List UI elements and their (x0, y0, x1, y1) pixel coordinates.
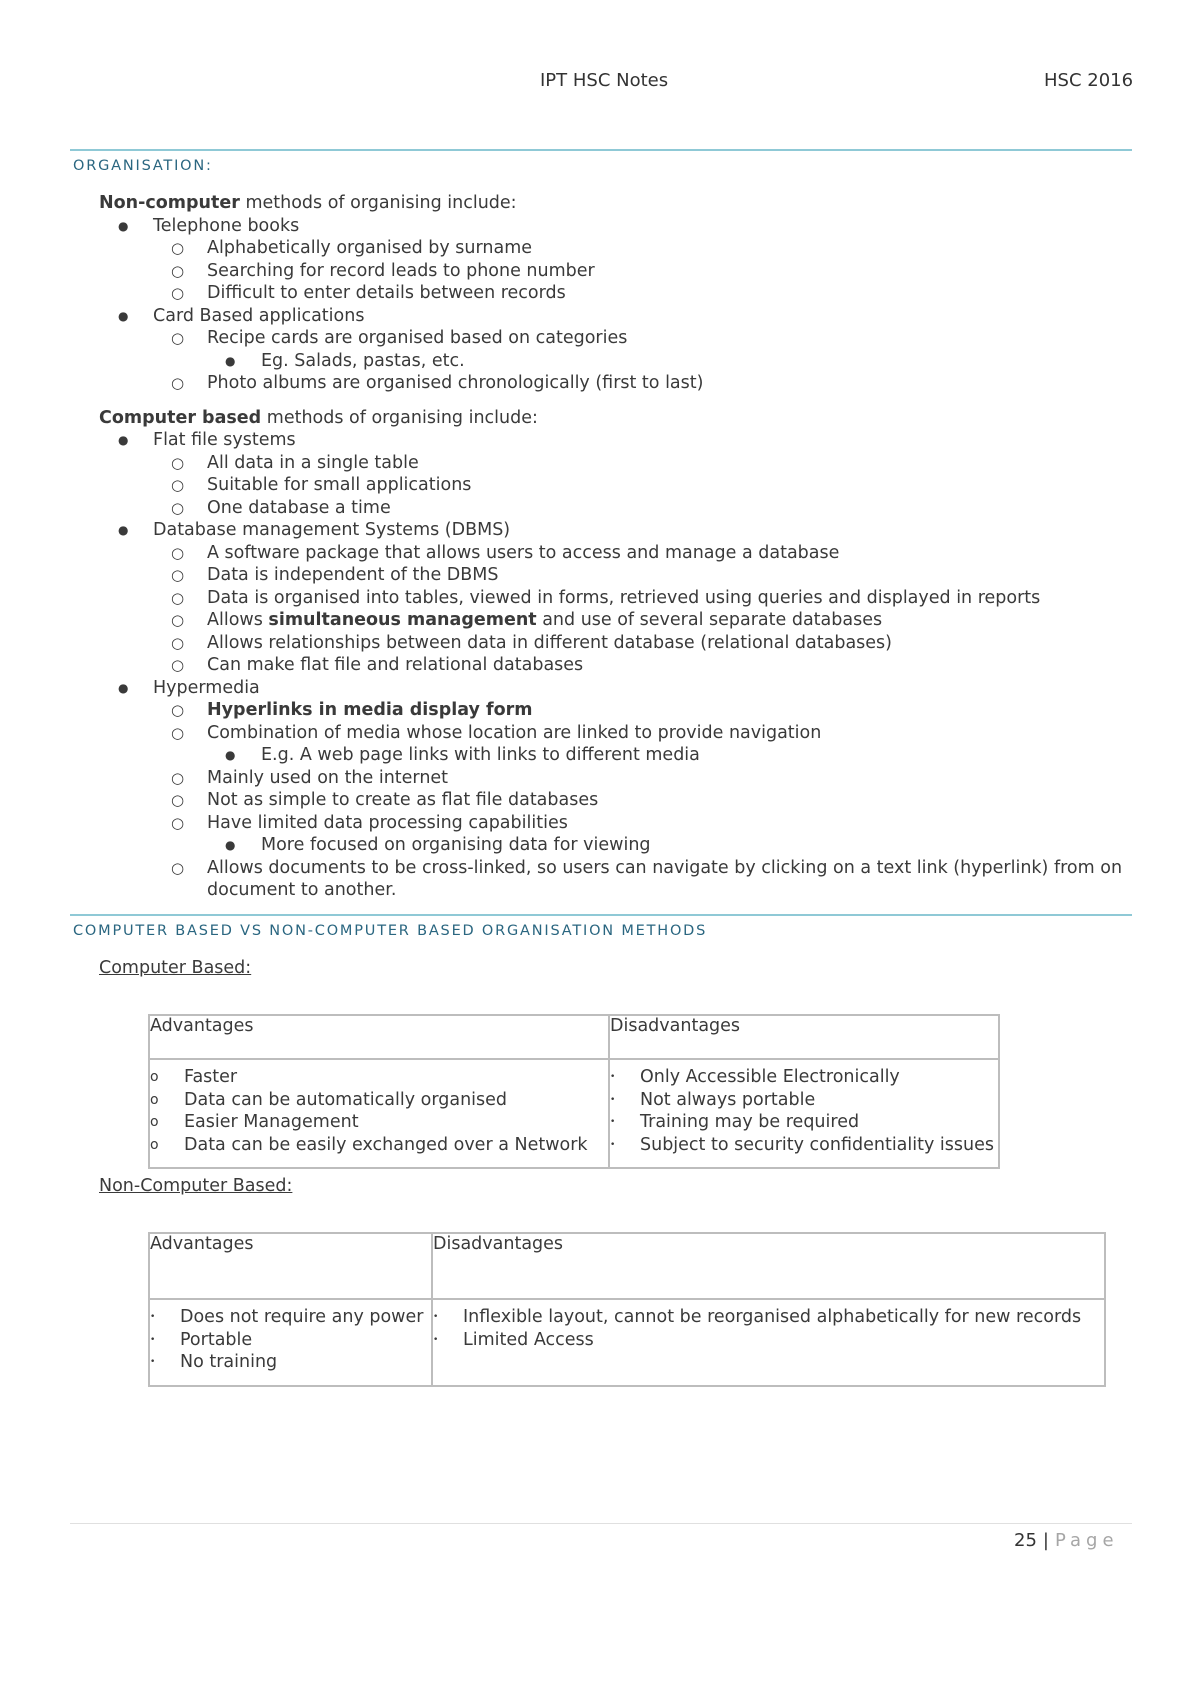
page-number: 25 (1014, 1530, 1037, 1551)
header-title: IPT HSC Notes (540, 70, 669, 91)
list-item: ○ Have limited data processing capabilities (171, 812, 568, 833)
section-divider (70, 149, 1132, 151)
list-item: o Faster (150, 1067, 238, 1087)
circle-bullet-icon: ○ (171, 284, 185, 302)
circle-bullet-icon: ○ (171, 656, 185, 674)
circle-bullet-icon: ○ (171, 858, 185, 877)
bullet-icon: • (610, 1072, 616, 1082)
non-computer-based-caption: Non-Computer Based: (99, 1176, 293, 1196)
list-item: o Data can be easily exchanged over a Network (150, 1134, 588, 1155)
circle-bullet-icon: ○ (171, 768, 185, 787)
circle-bullet-icon: ○ (171, 239, 185, 257)
circle-bullet-icon: ○ (171, 633, 185, 652)
circle-bullet-icon: o (150, 1069, 159, 1085)
list-item: ○ Not as simple to create as flat file databases (171, 790, 599, 810)
footer-separator: | (1042, 1530, 1049, 1551)
list-item: ○ Suitable for small applications (171, 475, 472, 495)
computer-rest: methods of organising include: (261, 407, 538, 428)
computer-based-caption: Computer Based: (99, 958, 252, 978)
circle-bullet-icon: ○ (171, 701, 185, 719)
bullet-icon: • (150, 1334, 156, 1345)
list-item: ● Card Based applications (118, 305, 365, 326)
circle-bullet-icon: ○ (171, 723, 185, 742)
non-computer-rest: methods of organising include: (239, 193, 517, 213)
list-item: ○ Allows simultaneous management and use of several separate databases (171, 610, 883, 630)
non-computer-list (99, 215, 1139, 395)
list-item: ● Flat file systems (118, 430, 296, 450)
header-year: HSC 2016 (1044, 70, 1134, 91)
circle-bullet-icon: ○ (171, 476, 185, 494)
bullet-icon: ● (118, 523, 129, 537)
bullet-icon: • (433, 1334, 439, 1345)
list-item: ○ Mainly used on the internet (171, 767, 449, 788)
list-item: o Data can be automatically organised (150, 1089, 508, 1110)
circle-bullet-icon: ○ (171, 588, 185, 607)
circle-bullet-icon: ○ (171, 566, 185, 584)
list-item: ○ Can make flat file and relational databases (171, 655, 584, 675)
circle-bullet-icon: ○ (171, 261, 185, 280)
circle-bullet-icon: ○ (171, 374, 185, 392)
list-item: • Training may be required (610, 1112, 860, 1132)
list-item: ● Database management Systems (DBMS) (118, 520, 511, 540)
circle-bullet-icon: ○ (171, 453, 185, 472)
list-item: ○ Recipe cards are organised based on categories (171, 328, 628, 348)
disadvantages-header: Disadvantages (432, 1233, 1105, 1299)
section-divider (70, 914, 1132, 916)
list-item: ● Hypermedia (118, 677, 260, 698)
bullet-icon: ● (225, 353, 236, 368)
page-footer (1014, 1530, 1119, 1551)
bullet-icon: • (610, 1117, 616, 1127)
disadvantages-cell (432, 1299, 1105, 1386)
circle-bullet-icon: ○ (171, 329, 185, 347)
circle-bullet-icon: o (150, 1091, 159, 1108)
list-item: • Inflexible layout, cannot be reorganised alphabetically for new records (433, 1307, 1082, 1327)
list-item: • Limited Access (433, 1329, 594, 1350)
footer-divider (70, 1523, 1132, 1524)
list-item: • Does not require any power (150, 1307, 424, 1327)
computer-intro (99, 407, 1139, 430)
list-item: ○ Difficult to enter details between records (171, 283, 566, 303)
bullet-icon: ● (225, 838, 236, 852)
non-computer-based-table (148, 1232, 1106, 1387)
circle-bullet-icon: ○ (171, 498, 185, 517)
advantages-header: Advantages (149, 1015, 609, 1059)
table-header-row (149, 1233, 1105, 1299)
bullet-icon: ● (118, 433, 129, 447)
table-row (149, 1299, 1105, 1386)
table-header-row (149, 1015, 999, 1059)
advantages-cell (149, 1299, 432, 1386)
section-heading-organisation: ORGANISATION: (73, 158, 213, 174)
section-heading-comparison: COMPUTER BASED VS NON-COMPUTER BASED ORGANISATION METHODS (73, 923, 708, 939)
bullet-icon: • (150, 1312, 156, 1322)
list-item: ● Telephone books (118, 215, 300, 236)
list-item: ● More focused on organising data for viewing (225, 835, 651, 855)
circle-bullet-icon: ○ (171, 813, 185, 832)
bullet-icon: ● (118, 218, 129, 233)
circle-bullet-icon: o (150, 1136, 159, 1153)
list-item: ○ Data is independent of the DBMS (171, 565, 499, 585)
list-item: ○ One database a time (171, 497, 391, 518)
list-item: ○ Photo albums are organised chronologically (first to last) (171, 373, 704, 393)
computer-based-table (148, 1014, 1000, 1169)
list-item: • Subject to security confidentiality issues (610, 1134, 994, 1155)
list-item: ○ Allows relationships between data in different database (relational databases) (171, 632, 892, 653)
circle-bullet-icon: ○ (171, 611, 185, 629)
list-item: ○ Allows documents to be cross-linked, so users can navigate by clicking on a text link (hyperlink) from on document to another. (171, 857, 1123, 900)
computer-bold: Computer based (99, 407, 262, 428)
circle-bullet-icon: ○ (171, 543, 185, 562)
list-item: o Easier Management (150, 1112, 359, 1132)
list-item: ○ Searching for record leads to phone number (171, 260, 595, 281)
list-item: • Portable (150, 1329, 253, 1350)
bullet-icon: ● (225, 748, 236, 762)
bullet-icon: • (610, 1094, 616, 1105)
disadvantages-cell (609, 1059, 999, 1168)
non-computer-bold: Non-computer (99, 193, 240, 213)
organisation-content (99, 192, 1139, 902)
list-item: ● E.g. A web page links with links to different media (225, 745, 700, 765)
list-item: ● Eg. Salads, pastas, etc. (225, 350, 465, 371)
advantages-cell (149, 1059, 609, 1168)
disadvantages-header: Disadvantages (609, 1015, 999, 1059)
list-item: ○ Combination of media whose location are linked to provide navigation (171, 722, 822, 743)
page-header (0, 70, 1200, 96)
list-item: ○ Data is organised into tables, viewed in forms, retrieved using queries and displayed in reports (171, 587, 1041, 608)
circle-bullet-icon: o (150, 1114, 159, 1130)
page-word: Page (1054, 1530, 1119, 1551)
bullet-icon: ● (118, 308, 129, 323)
bullet-icon: • (610, 1139, 616, 1150)
non-computer-intro (99, 192, 1139, 215)
computer-list (99, 429, 1139, 902)
table-row (149, 1059, 999, 1168)
list-item: • No training (150, 1352, 278, 1372)
list-item: ○ All data in a single table (171, 452, 419, 473)
list-item: • Only Accessible Electronically (610, 1067, 900, 1087)
list-item: ○ Alphabetically organised by surname (171, 238, 533, 258)
bullet-icon: • (433, 1312, 439, 1322)
circle-bullet-icon: ○ (171, 791, 185, 809)
list-item: • Not always portable (610, 1089, 816, 1110)
list-item: ○ A software package that allows users to access and manage a database (171, 542, 840, 563)
list-item: ○ Hyperlinks in media display form (171, 700, 533, 720)
bullet-icon: ● (118, 680, 129, 695)
bullet-icon: • (150, 1357, 156, 1367)
advantages-header: Advantages (149, 1233, 432, 1299)
